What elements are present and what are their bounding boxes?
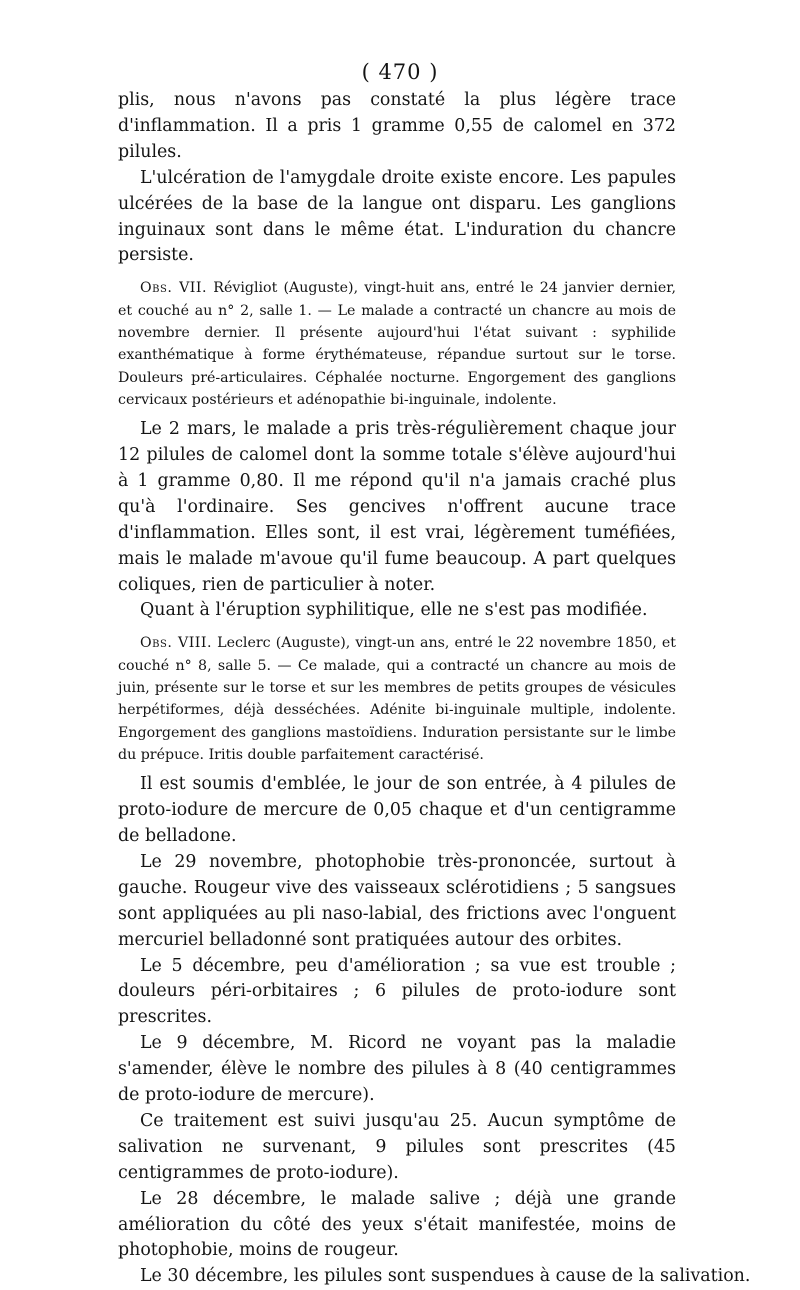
observation-8-label: Obs. VIII. (140, 635, 213, 652)
observation-7-label: Obs. VII. (140, 280, 208, 297)
paragraph-2: L'ulcération de l'amygdale droite existe encore. Les papules ulcérées de la base de la langue ont disparu. Les ganglions inguinaux sont dans le même état. L'induration du chancre persiste. (118, 167, 676, 266)
paragraph-9: Ce traitement est suivi jusqu'au 25. Aucun symptôme de salivation ne survenant, 9 pilules sont prescrites (45 centigrammes de proto-iodure). (118, 1110, 676, 1183)
paragraph-4: Quant à l'éruption syphilitique, elle ne s'est pas modifiée. (140, 600, 648, 621)
observation-7 (118, 277, 676, 411)
paragraph-10: Le 28 décembre, le malade salive ; déjà une grande amélioration du côté des yeux s'était manifestée, moins de photophobie, moins de rougeur. (118, 1188, 676, 1261)
paragraph-6: Le 29 novembre, photophobie très-prononcée, surtout à gauche. Rougeur vive des vaisseaux sclérotidiens ; 5 sangsues sont appliquées au pli naso-labial, des frictions avec l'onguent mercuriel belladonné sont pratiquées autour des orbites. (118, 851, 676, 950)
paragraph-1: plis, nous n'avons pas constaté la plus légère trace d'inflammation. Il a pris 1 gramme 0,55 de calomel en 372 pilules. (118, 90, 676, 162)
paragraph-8: Le 9 décembre, M. Ricord ne voyant pas la maladie s'amender, élève le nombre des pilules à 8 (40 centigrammes de proto-iodure de mercure). (118, 1033, 676, 1106)
observation-8-text: Leclerc (Auguste), vingt-un ans, entré le 22 novembre 1850, et couché n° 8, salle 5. — Ce malade, qui a contracté un chancre au mois de juin, présente sur le torse et sur les membres de petits groupes de vésicules herpétiformes, déjà desséchées. Adénite bi-inguinale multiple, indolente. Engorgement des ganglions mastoïdiens. Induration persistante sur le limbe du prépuce. Iritis double parfaitement caractérisé. (118, 635, 677, 763)
page-number: ( 470 ) (361, 60, 439, 84)
paragraph-5: Il est soumis d'emblée, le jour de son entrée, à 4 pilules de proto-iodure de mercure de 0,05 chaque et d'un centigramme de belladone. (118, 774, 676, 846)
paragraph-7: Le 5 décembre, peu d'amélioration ; sa vue est trouble ; douleurs péri-orbitaires ; 6 pilules de proto-iodure sont prescrites. (118, 955, 676, 1028)
observation-7-text: Révigliot (Auguste), vingt-huit ans, entré le 24 janvier dernier, et couché au n° 2, salle 1. — Le malade a contracté un chancre au mois de novembre dernier. Il présente aujourd'hui l'état suivant : syphilide exanthématique à forme érythémateuse, répandue surtout sur le torse. Douleurs pré-articulaires. Céphalée nocturne. Engorgement des ganglions cervicaux postérieurs et adénopathie bi-inguinale, indolente. (118, 280, 676, 408)
paragraph-3: Le 2 mars, le malade a pris très-régulièrement chaque jour 12 pilules de calomel dont la somme totale s'élève aujourd'hui à 1 gramme 0,80. Il me répond qu'il n'a jamais craché plus qu'à l'ordinaire. Ses gencives n'offrent aucune trace d'inflammation. Elles sont, il est vrai, légèrement tuméfiées, mais le malade m'avoue qu'il fume beaucoup. A part quelques coliques, rien de particulier à noter. (118, 419, 676, 595)
paragraph-11: Le 30 décembre, les pilules sont suspendues à cause de la salivation. (140, 1266, 751, 1287)
observation-8 (118, 632, 676, 766)
page-body (118, 88, 751, 1290)
